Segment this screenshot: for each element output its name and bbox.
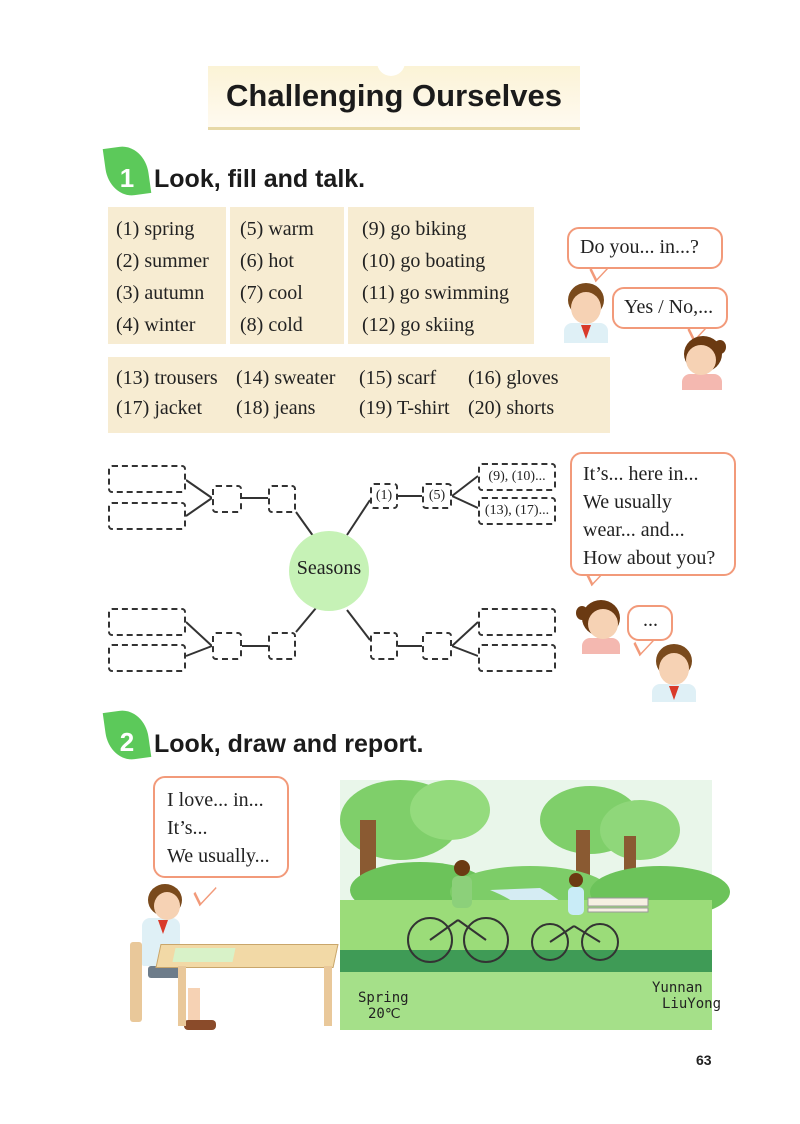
section-number: 2 (119, 727, 135, 757)
mindmap-weather-label: (5) (428, 488, 446, 503)
vocab-word: (1) spring (116, 218, 195, 240)
vocab-word: (5) warm (240, 218, 314, 240)
girl-illustration (676, 336, 728, 390)
caption-line: Spring (358, 990, 409, 1006)
bubble-text: ... (643, 609, 658, 631)
vocab-box-activities (348, 207, 534, 344)
boy-illustration (648, 644, 700, 702)
vocab-word: (8) cold (240, 314, 303, 336)
mindmap-season-label: (1) (375, 488, 393, 503)
vocab-word: (16) gloves (468, 367, 559, 389)
vocab-word: (12) go skiing (362, 314, 475, 336)
vocab-word: (17) jacket (116, 397, 203, 419)
bubble-line: We usually... (167, 845, 270, 867)
mindmap-activity-label: (9), (10)... (488, 469, 546, 484)
vocab-box-weather (230, 207, 344, 344)
vocab-word: (6) hot (240, 250, 294, 272)
mindmap-blank-box (212, 485, 242, 513)
mindmap-blank-box (478, 608, 556, 636)
mindmap-blank-box (108, 644, 186, 672)
speech-bubble-report (153, 776, 289, 878)
mindmap-clothes-box (478, 497, 556, 525)
vocab-word: (18) jeans (236, 397, 316, 419)
vocab-word: (4) winter (116, 314, 196, 336)
vocab-word: (7) cool (240, 282, 303, 304)
mindmap-blank-box (478, 644, 556, 672)
bubble-text: Do you... in...? (580, 236, 699, 258)
mindmap-clothes-label: (13), (17)... (484, 503, 550, 518)
mindmap-blank-box (422, 632, 452, 660)
seasons-label: Seasons (296, 557, 362, 579)
picture-caption-right (652, 980, 721, 1012)
vocab-word: (10) go boating (362, 250, 486, 272)
bubble-line: How about you? (583, 547, 716, 569)
page-title: Challenging Ourselves (226, 78, 562, 113)
mindmap-blank-box (212, 632, 242, 660)
boy-illustration (560, 283, 612, 343)
mindmap-season-box (370, 483, 398, 509)
speech-bubble-reply (627, 605, 673, 641)
boy-drawing-illustration (128, 884, 336, 1034)
vocab-box-clothes (108, 357, 610, 433)
caption-line: Yunnan (652, 980, 703, 996)
mindmap-blank-box (108, 502, 186, 530)
vocab-word: (19) T-shirt (359, 397, 450, 419)
mindmap-blank-box (268, 632, 296, 660)
mindmap-blank-box (370, 632, 398, 660)
girl-illustration (576, 600, 626, 654)
mindmap-blank-box (268, 485, 296, 513)
section-heading: Look, draw and report. (154, 730, 424, 758)
vocab-word: (3) autumn (116, 282, 205, 304)
vocab-word: (9) go biking (362, 218, 467, 240)
section-heading: Look, fill and talk. (154, 165, 366, 193)
bubble-text: Yes / No,... (624, 296, 714, 318)
speech-bubble-question (567, 227, 723, 269)
mindmap-blank-box (108, 608, 186, 636)
bubble-line: I love... in... (167, 789, 264, 811)
caption-line: LiuYong (662, 996, 722, 1012)
mindmap-activity-box (478, 463, 556, 491)
mindmap-blank-box (108, 465, 186, 493)
section-number: 1 (119, 163, 135, 193)
vocab-word: (14) sweater (236, 367, 336, 389)
vocab-word: (11) go swimming (362, 282, 510, 304)
bubble-line: wear... and... (583, 519, 685, 541)
vocab-word: (15) scarf (359, 367, 437, 389)
bubble-line: It’s... here in... (583, 463, 699, 485)
speech-bubble-answer (612, 287, 728, 329)
vocab-word: (13) trousers (116, 367, 218, 389)
vocab-word: (20) shorts (468, 397, 555, 419)
bubble-line: It’s... (167, 817, 208, 839)
vocab-box-seasons (108, 207, 226, 344)
mindmap-weather-box (422, 483, 452, 509)
caption-line: 20℃ (368, 1006, 401, 1022)
bubble-line: We usually (583, 491, 672, 513)
picture-caption-left (358, 990, 409, 1022)
speech-bubble-talk (570, 452, 736, 576)
park-picture (340, 780, 722, 1030)
page-number: 63 (696, 1052, 712, 1068)
vocab-word: (2) summer (116, 250, 209, 272)
